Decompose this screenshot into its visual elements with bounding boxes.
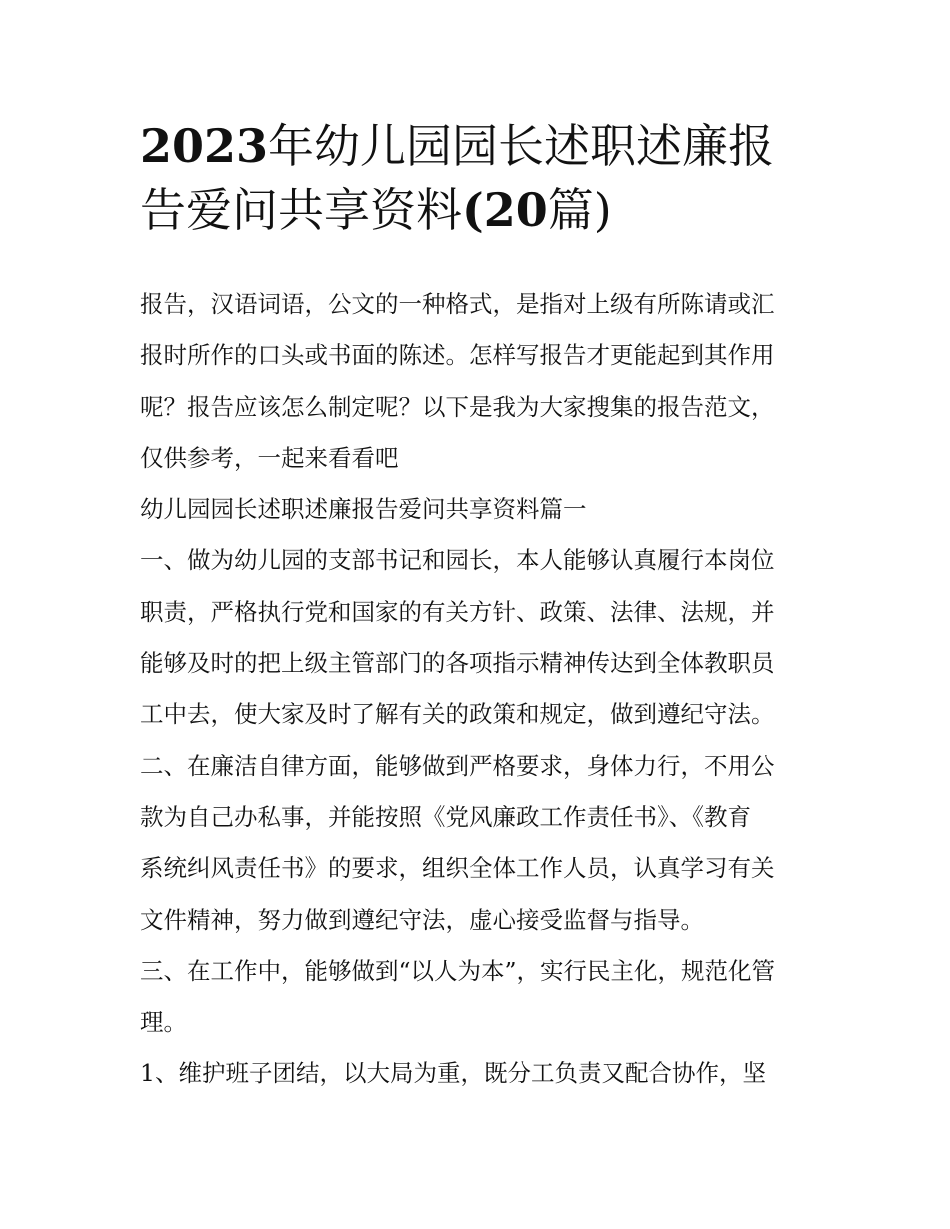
body-line: 报告，汉语词语，公文的一种格式，是指对上级有所陈请或汇 (140, 290, 775, 318)
document-title (140, 114, 820, 242)
section-heading: 幼儿园园长述职述廉报告爱问共享资料篇一 (140, 495, 587, 524)
title-year: 2023 (140, 119, 269, 173)
body-line: 工中去，使大家及时了解有关的政策和规定，做到遵纪守法。 (140, 700, 775, 729)
title-line-2 (140, 178, 820, 242)
body-line: 能够及时的把上级主管部门的各项指示精神传达到全体教职员 (140, 649, 775, 678)
title-text-3: 篇) (547, 183, 612, 237)
title-text-1: 年幼儿园园长述职述廉报 (268, 119, 775, 173)
body-line: 理。 (140, 1008, 187, 1037)
body-line: 系统纠风责任书》的要求，组织全体工作人员，认真学习有关 (140, 854, 775, 883)
body-line: 报时所作的口头或书面的陈述。怎样写报告才更能起到其作用 (140, 341, 775, 370)
body-line: 一、做为幼儿园的支部书记和园长，本人能够认真履行本岗位 (140, 546, 775, 575)
document-body (140, 279, 830, 1100)
body-line: 1、维护班子团结，以大局为重，既分工负责又配合协作，坚 (140, 1059, 766, 1088)
title-line-1 (140, 114, 820, 178)
body-line: 呢？报告应该怎么制定呢？以下是我为大家搜集的报告范文， (140, 392, 775, 421)
title-count: (20 (462, 183, 548, 237)
body-line: 仅供参考，一起来看看吧 (140, 443, 399, 472)
body-line: 二、在廉洁自律方面，能够做到严格要求，身体力行，不用公 (140, 751, 775, 780)
body-line: 三、在工作中，能够做到“以人为本”，实行民主化，规范化管 (140, 956, 776, 985)
body-line: 职责，严格执行党和国家的有关方针、政策、法律、法规，并 (140, 597, 775, 626)
body-line: 款为自己办私事，并能按照《党风廉政工作责任书》、《教育 (140, 802, 751, 831)
title-text-2: 告爱问共享资料 (140, 183, 462, 237)
body-line: 文件精神，努力做到遵纪守法，虚心接受监督与指导。 (140, 905, 704, 934)
